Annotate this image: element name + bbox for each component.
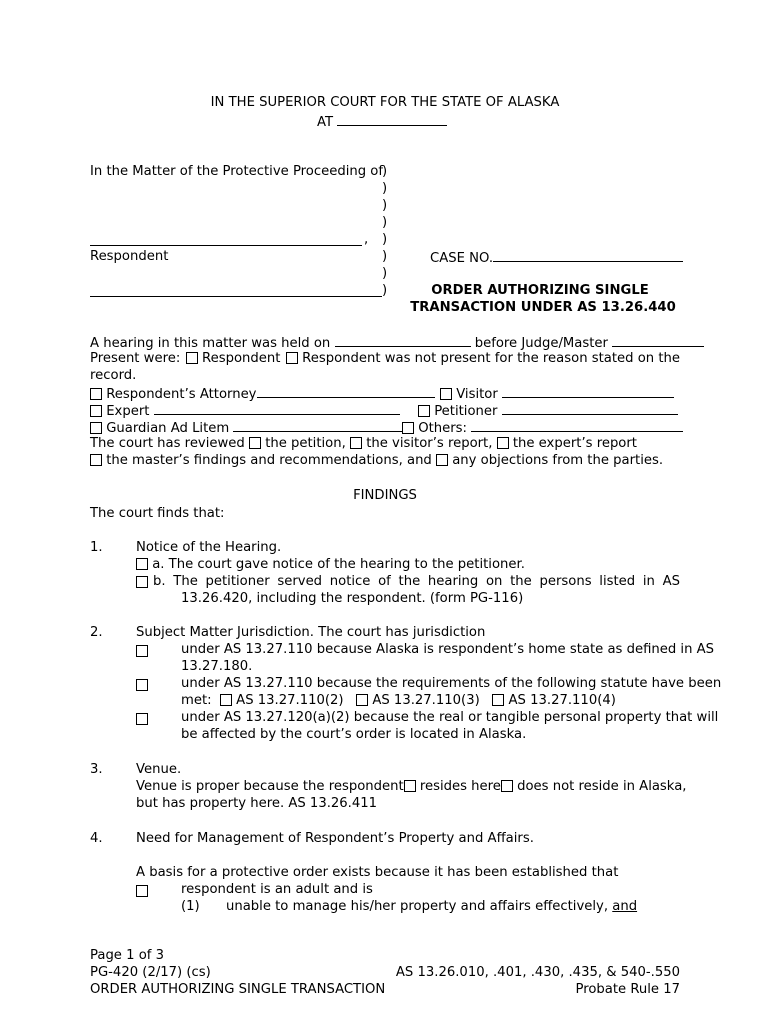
caption-paren: ) — [382, 215, 388, 230]
gal-checkbox[interactable] — [90, 422, 102, 434]
expert-label: Expert — [106, 404, 150, 419]
masters-row — [90, 453, 663, 469]
petitioner-checkbox[interactable] — [418, 405, 430, 417]
notice-b-row — [136, 574, 680, 590]
visitor-label: Visitor — [456, 387, 498, 402]
attorney-checkbox[interactable] — [90, 388, 102, 400]
jurisdiction-b-options — [181, 693, 616, 709]
adult-checkbox[interactable] — [136, 885, 148, 897]
resides-option — [404, 779, 501, 795]
case-no-label: CASE NO. — [430, 251, 494, 266]
others-checkbox[interactable] — [402, 422, 414, 434]
venue-text: Venue is proper because the respondent — [136, 779, 404, 794]
notice-a-row — [136, 557, 525, 573]
section-1-title: Notice of the Hearing. — [136, 540, 282, 555]
respondent-label: Respondent — [90, 249, 169, 264]
expert-checkbox[interactable] — [90, 405, 102, 417]
notice-a-text: a. The court gave notice of the hearing to the petitioner. — [152, 557, 525, 572]
caption-paren: ) — [382, 181, 388, 196]
gal-label: Guardian Ad Litem — [106, 421, 230, 436]
jurisdiction-a-text-2: 13.27.180. — [181, 659, 253, 674]
statute-110-2-label: AS 13.27.110(2) — [236, 693, 344, 708]
caption-paren: ) — [382, 266, 388, 281]
section-3-number: 3. — [90, 762, 103, 777]
caption-paren: ) — [382, 283, 388, 298]
visitor-line[interactable] — [502, 385, 674, 398]
resides-here-label: resides here — [419, 779, 501, 794]
item-1-row — [226, 899, 637, 915]
jurisdiction-c-checkbox[interactable] — [136, 713, 148, 725]
attorney-row — [90, 385, 435, 403]
jurisdiction-a-text: under AS 13.27.110 because Alaska is respondent’s home state as defined in AS — [181, 642, 715, 657]
caption-paren: ) — [382, 249, 388, 264]
caption-paren: ) — [382, 164, 388, 179]
venue-text-2: but has property here. AS 13.26.411 — [136, 796, 378, 811]
expert-row — [90, 402, 400, 420]
respondent-absent-label: Respondent was not present for the reason stated on the — [302, 351, 680, 366]
does-not-reside-checkbox[interactable] — [501, 780, 513, 792]
hearing-date-line[interactable] — [335, 334, 471, 347]
matter-text: In the Matter of the Protective Proceeding of — [90, 164, 384, 179]
form-number: PG-420 (2/17) (cs) — [90, 965, 211, 980]
footer-title: ORDER AUTHORIZING SINGLE TRANSACTION — [90, 982, 386, 997]
jurisdiction-c-text: under AS 13.27.120(a)(2) because the real or tangible personal property that will — [181, 710, 719, 725]
hearing-held-text: A hearing in this matter was held on — [90, 336, 331, 351]
court-line: IN THE SUPERIOR COURT FOR THE STATE OF ALASKA — [210, 95, 560, 110]
footer-rule: Probate Rule 17 — [575, 982, 680, 997]
visitor-checkbox[interactable] — [440, 388, 452, 400]
section-4-title: Need for Management of Respondent’s Property and Affairs. — [136, 831, 534, 846]
statute-110-4-checkbox[interactable] — [492, 694, 504, 706]
jurisdiction-a-checkbox[interactable] — [136, 645, 148, 657]
section-2-title: Subject Matter Jurisdiction. The court has jurisdiction — [136, 625, 486, 640]
respondent-absent-checkbox[interactable] — [286, 352, 298, 364]
jurisdiction-b-text: under AS 13.27.110 because the requirements of the following statute have been — [181, 676, 722, 691]
statute-110-3-label: AS 13.27.110(3) — [372, 693, 480, 708]
gal-line[interactable] — [233, 419, 407, 432]
court-heading — [0, 95, 770, 111]
met-label: met: — [181, 693, 212, 708]
before-judge-text: before Judge/Master — [474, 336, 608, 351]
findings-intro: The court finds that: — [90, 506, 225, 521]
others-row — [402, 419, 683, 437]
reviewed-label: The court has reviewed — [90, 436, 245, 451]
record-text: record. — [90, 368, 137, 383]
caption-paren: ) — [382, 232, 388, 247]
notice-b-text: b. The petitioner served notice of the hearing on the persons listed in AS — [153, 574, 680, 589]
at-label: AT — [317, 115, 334, 130]
notice-b-checkbox[interactable] — [136, 576, 148, 588]
does-not-reside-label: does not reside in Alaska, — [517, 779, 687, 794]
masters-findings-label: the master’s findings and recommendations, and — [106, 453, 432, 468]
basis-text: A basis for a protective order exists because it has been established that — [136, 865, 619, 880]
footer-statutes: AS 13.26.010, .401, .430, .435, & 540-.550 — [395, 965, 680, 980]
reviewed-row — [90, 436, 637, 452]
petitioner-label: Petitioner — [434, 404, 498, 419]
visitor-report-checkbox[interactable] — [350, 437, 362, 449]
respondent-present-checkbox[interactable] — [186, 352, 198, 364]
visitor-report-label: the visitor’s report, — [366, 436, 493, 451]
not-reside-option — [501, 779, 687, 795]
attorney-label: Respondent’s Attorney — [106, 387, 257, 402]
section-3-title: Venue. — [136, 762, 182, 777]
respondent-absent-option — [286, 351, 680, 367]
court-location — [317, 113, 447, 131]
petition-checkbox[interactable] — [249, 437, 261, 449]
section-1-number: 1. — [90, 540, 103, 555]
respondent-name-line[interactable] — [90, 232, 362, 246]
statute-110-4-label: AS 13.27.110(4) — [508, 693, 616, 708]
jurisdiction-c-text-2: be affected by the court’s order is located in Alaska. — [181, 727, 527, 742]
objections-checkbox[interactable] — [436, 454, 448, 466]
resides-here-checkbox[interactable] — [404, 780, 416, 792]
section-4-number: 4. — [90, 831, 103, 846]
petitioner-line[interactable] — [502, 402, 678, 415]
order-title-2: TRANSACTION UNDER AS 13.26.440 — [410, 300, 676, 315]
notice-b-text-2: 13.26.420, including the respondent. (form PG-116) — [181, 591, 524, 606]
notice-a-checkbox[interactable] — [136, 558, 148, 570]
expert-report-checkbox[interactable] — [497, 437, 509, 449]
case-no-line[interactable] — [493, 249, 683, 262]
expert-line[interactable] — [154, 402, 400, 415]
jurisdiction-b-checkbox[interactable] — [136, 679, 148, 691]
masters-findings-checkbox[interactable] — [90, 454, 102, 466]
section-2-number: 2. — [90, 625, 103, 640]
caption-comma: , — [364, 232, 369, 247]
findings-heading: FINDINGS — [353, 488, 417, 503]
attorney-line[interactable] — [257, 385, 435, 398]
item-1-text: unable to manage his/her property and affairs effectively, — [226, 899, 609, 914]
visitor-row — [440, 385, 674, 403]
order-title-1: ORDER AUTHORIZING SINGLE — [431, 283, 649, 298]
statute-110-2-checkbox[interactable] — [220, 694, 232, 706]
case-number — [430, 249, 683, 267]
objections-label: any objections from the parties. — [452, 453, 664, 468]
venue-row — [136, 779, 687, 795]
expert-report-label: the expert’s report — [512, 436, 637, 451]
statute-110-3-checkbox[interactable] — [356, 694, 368, 706]
others-line[interactable] — [471, 419, 683, 432]
adult-text: respondent is an adult and is — [181, 882, 373, 897]
respondent-present-label: Respondent — [202, 351, 281, 366]
present-respondent-option — [186, 351, 281, 367]
hearing-line — [90, 334, 704, 352]
location-line[interactable] — [337, 113, 447, 126]
item-1-and: and — [612, 899, 638, 914]
present-line — [90, 351, 680, 367]
petitioner-row — [418, 402, 678, 420]
item-1-number: (1) — [181, 899, 200, 914]
second-name-line[interactable] — [90, 283, 382, 297]
gal-row — [90, 419, 407, 437]
petition-label: the petition, — [265, 436, 346, 451]
caption-paren: ) — [382, 198, 388, 213]
present-label: Present were: — [90, 351, 181, 366]
page-number: Page 1 of 3 — [90, 948, 164, 963]
judge-name-line[interactable] — [612, 334, 704, 347]
others-label: Others: — [418, 421, 467, 436]
